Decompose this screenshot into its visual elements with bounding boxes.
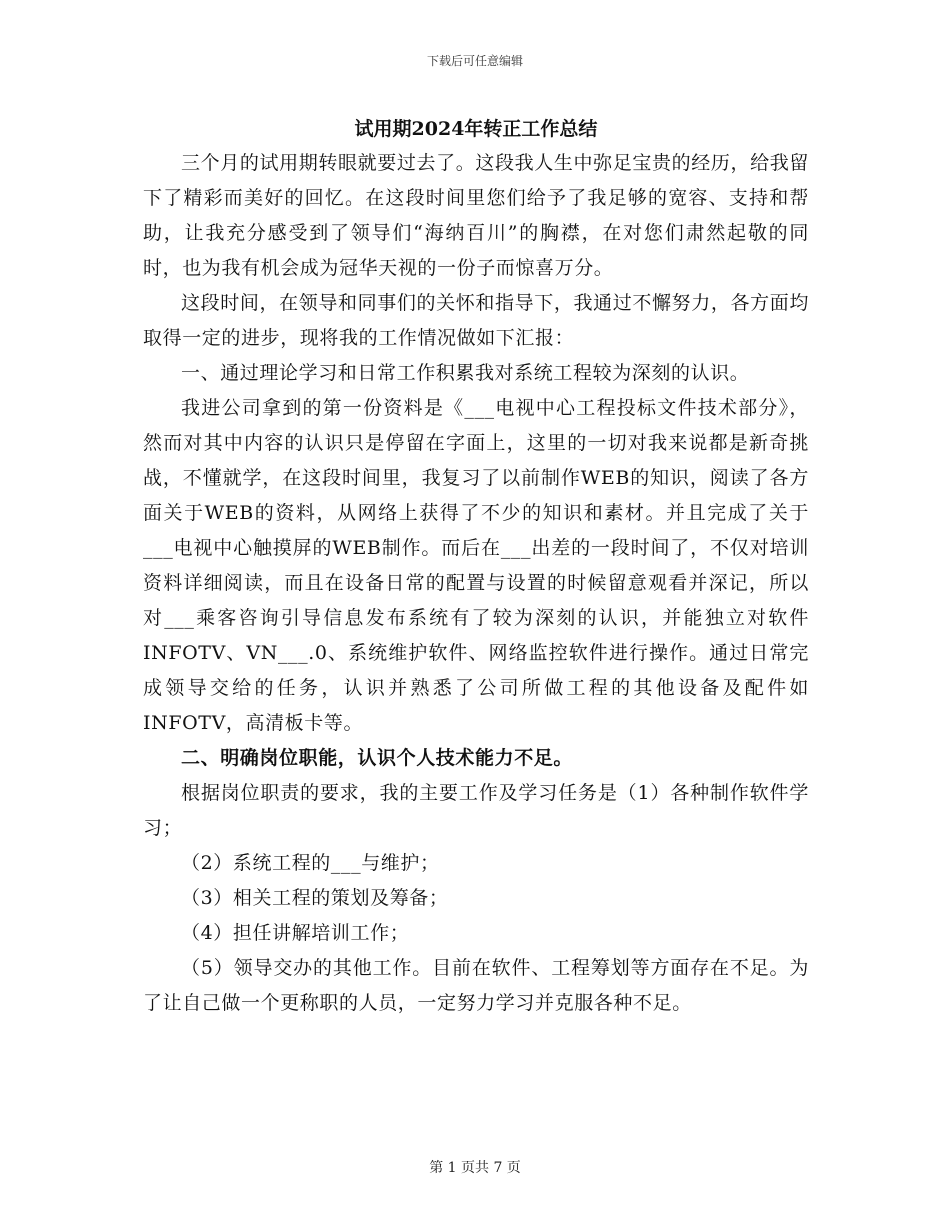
paragraph-summary: 这段时间，在领导和同事们的关怀和指导下，我通过不懈努力，各方面均取得一定的进步，现将我的工作情况做如下汇报： [143, 292, 809, 349]
list-item-duty-2: （2）系统工程的___与维护； [181, 852, 440, 874]
document-body [143, 112, 809, 1021]
section-heading-2: 二、明确岗位职能，认识个人技术能力不足。 [181, 747, 574, 769]
page-number: 第 1 页共 7 页 [429, 1160, 521, 1176]
list-item-duty-5: （5）领导交办的其他工作。目前在软件、工程筹划等方面存在不足。为了让自己做一个更称职的人员，一定努力学习并克服各种不足。 [143, 957, 809, 1014]
page-header-note: 下载后可任意编辑 [426, 54, 523, 68]
section-heading-1: 一、通过理论学习和日常工作积累我对系统工程较为深刻的认识。 [181, 362, 750, 384]
paragraph-intro: 三个月的试用期转眼就要过去了。这段我人生中弥足宝贵的经历，给我留下了精彩而美好的回忆。在这段时间里您们给予了我足够的宽容、支持和帮助，让我充分感受到了领导们“海纳百川”的胸襟，在对您们肃然起敬的同时，也为我有机会成为冠华天视的一份子而惊喜万分。 [143, 152, 809, 279]
document-title: 试用期2024年转正工作总结 [354, 118, 598, 140]
list-item-duty-4: （4）担任讲解培训工作； [181, 922, 410, 944]
paragraph-duties: 根据岗位职责的要求，我的主要工作及学习任务是（1）各种制作软件学习； [143, 782, 809, 839]
list-item-duty-3: （3）相关工程的策划及筹备； [181, 887, 449, 909]
paragraph-section-1: 我进公司拿到的第一份资料是《___电视中心工程投标文件技术部分》，然而对其中内容的认识只是停留在字面上，这里的一切对我来说都是新奇挑战，不懂就学，在这段时间里，我复习了以前制作WEB的知识，阅读了各方面关于WEB的资料，从网络上获得了不少的知识和素材。并且完成了关于___电视中心触摸屏的WEB制作。而后在___出差的一段时间了，不仅对培训资料详细阅读，而且在设备日常的配置与设置的时候留意观看并深记，所以对___乘客咨询引导信息发布系统有了较为深刻的认识，并能独立对软件INFOTV、VN___.0、系统维护软件、网络监控软件进行操作。通过日常完成领导交给的任务，认识并熟悉了公司所做工程的其他设备及配件如INFOTV，高清板卡等。 [143, 397, 809, 734]
